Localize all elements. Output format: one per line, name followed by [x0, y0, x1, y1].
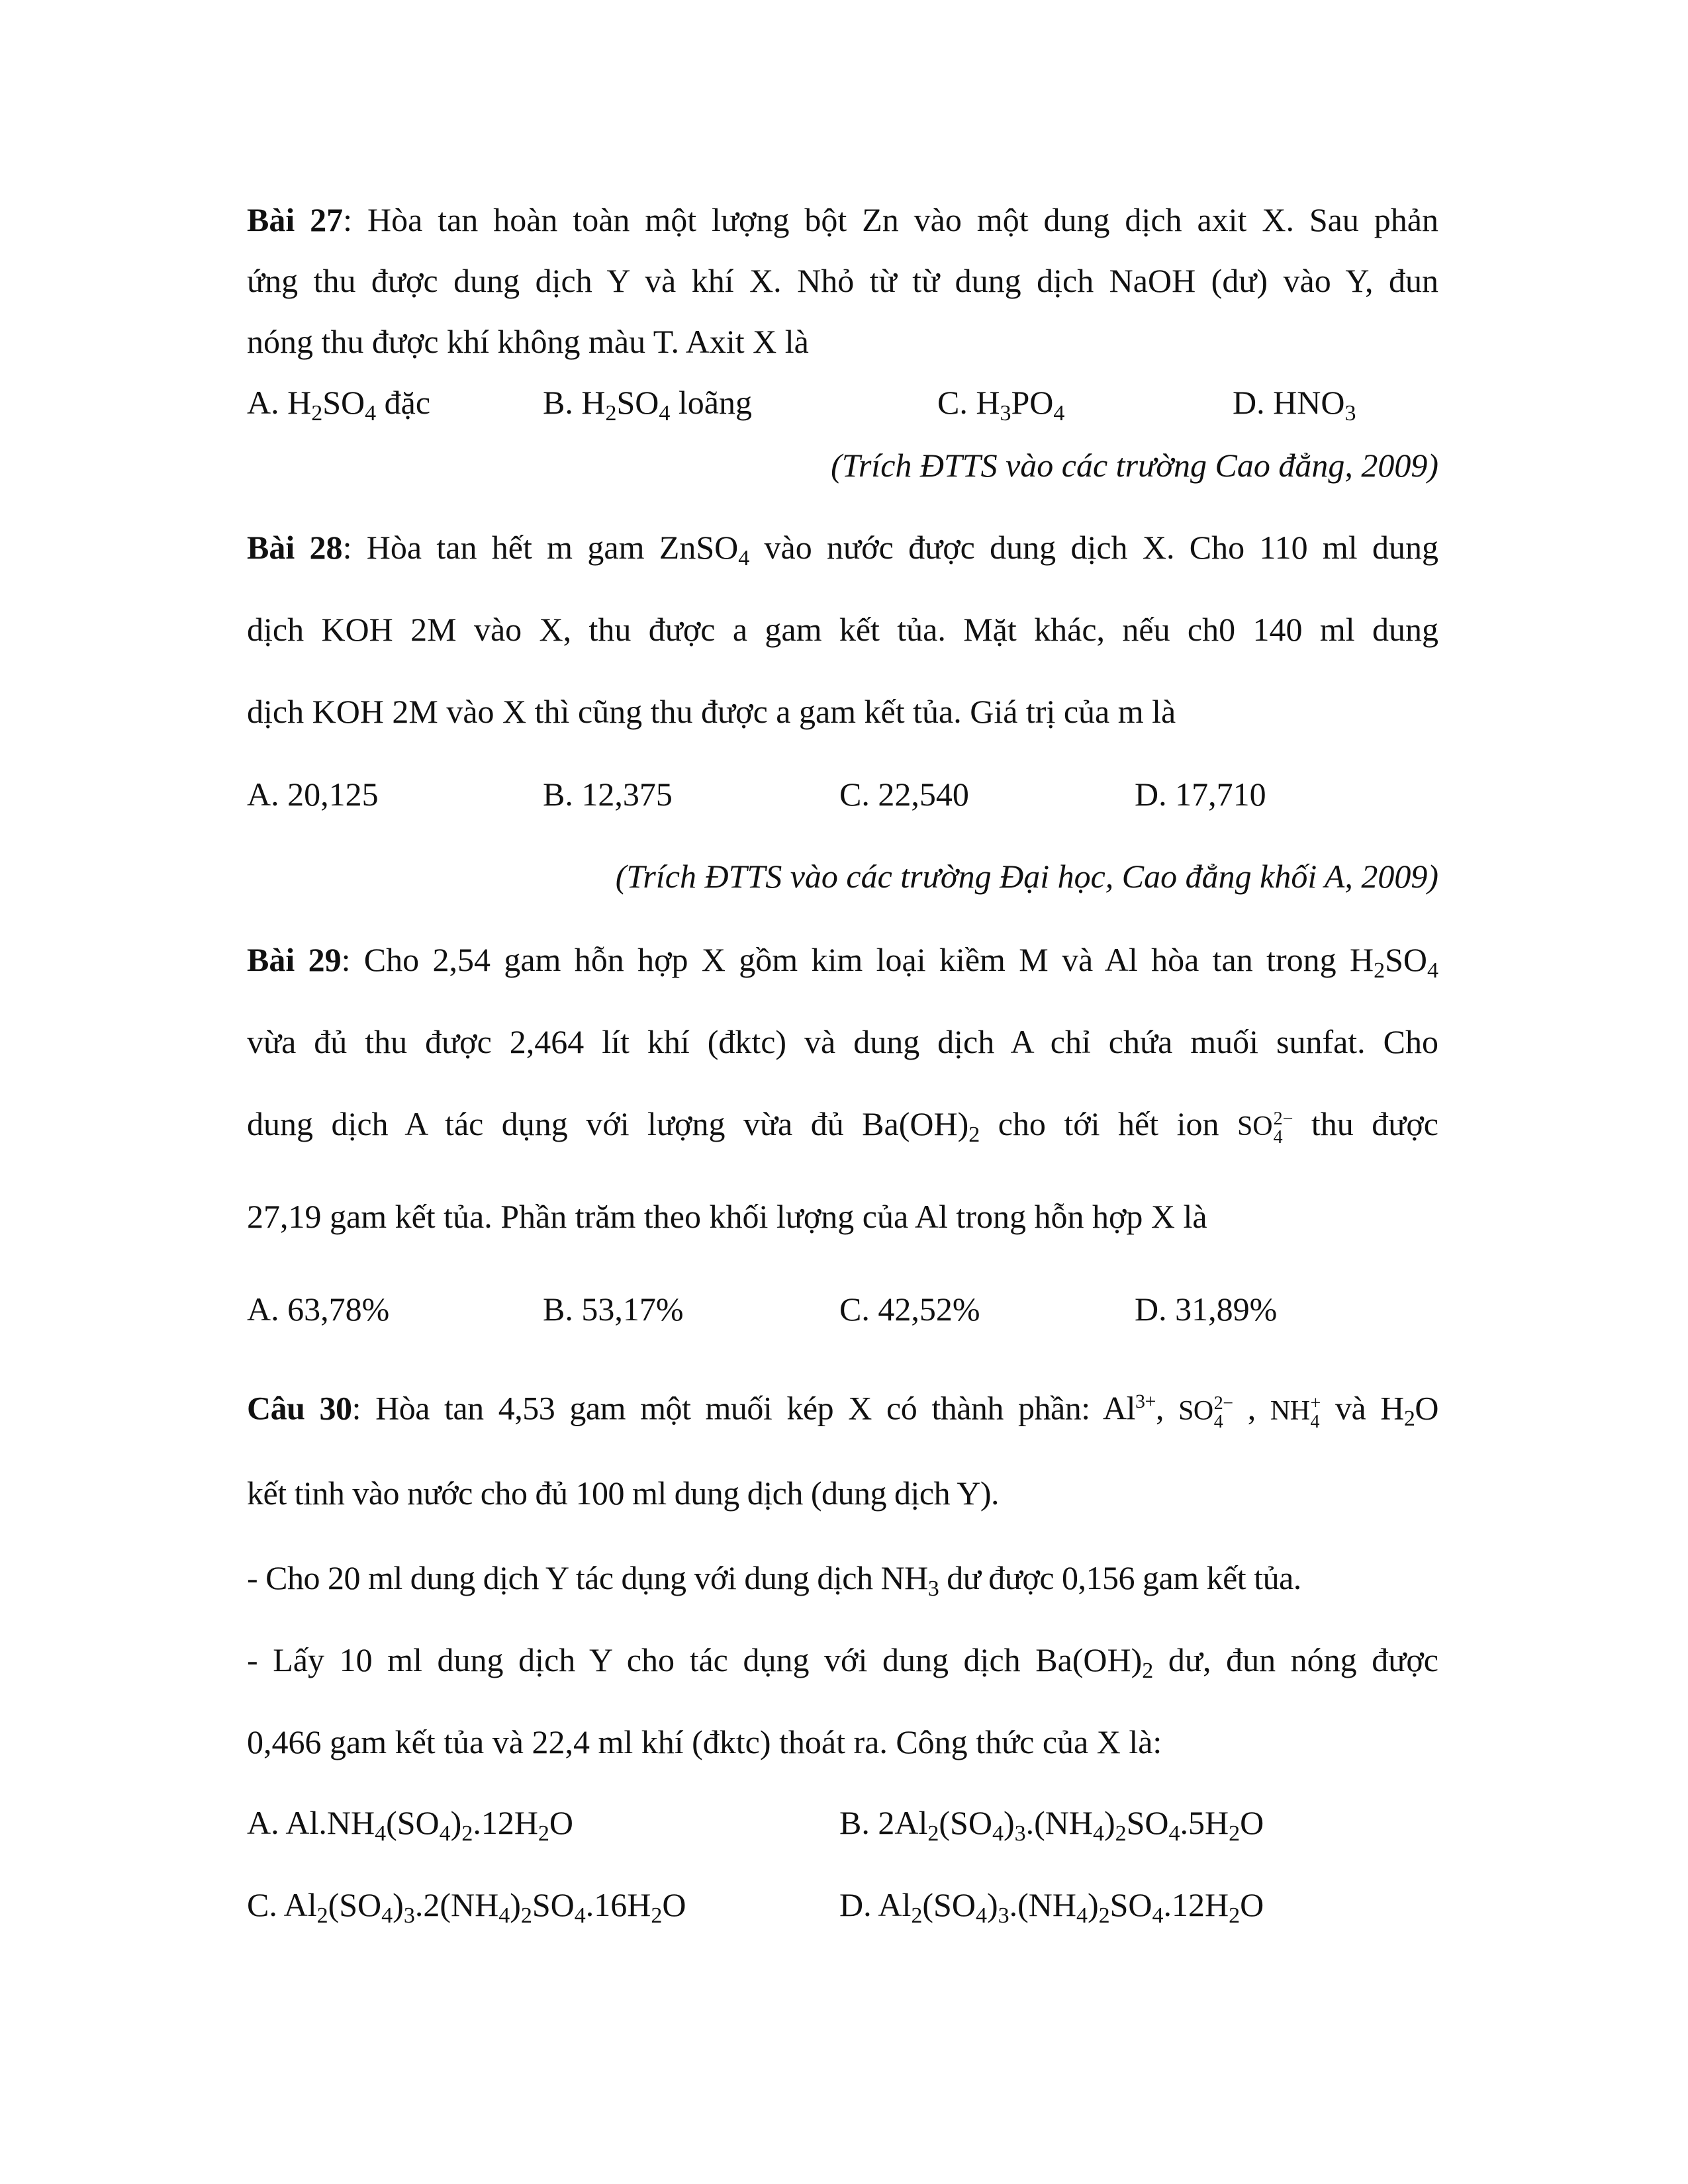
q29-option-b[interactable]: B. 53,17%	[543, 1291, 684, 1328]
q29-option-a[interactable]: A. 63,78%	[247, 1291, 390, 1328]
q28-line-1: Bài 28: Hòa tan hết m gam ZnSO$_4$ vào nước được dung dịch X. Cho 110 ml dung	[247, 529, 1438, 570]
q29-line-4: 27,19 gam kết tủa. Phần trăm theo khối lượng của Al trong hỗn hợp X là	[247, 1198, 1207, 1235]
q27-option-c[interactable]: C. $H_3PO_4$	[937, 384, 1065, 426]
q30-option-b[interactable]: B. $2Al_2(SO_4)_3.(NH_4)_2SO_4.5H_2O$	[839, 1804, 1264, 1846]
q27-label: Bài 27	[247, 201, 344, 238]
q27-line-3: nóng thu được khí không màu T. Axit X là	[247, 323, 809, 360]
q28-line-2: dịch KOH 2M vào X, thu được a gam kết tủa. Mặt khác, nếu ch0 140 ml dung	[247, 611, 1438, 648]
sulfate-ion-formula: SO 2− 4	[1237, 1109, 1293, 1148]
q27-source: (Trích ĐTTS vào các trường Cao đẳng, 2009)	[831, 447, 1438, 484]
q30-line-3: - Cho 20 ml dung dịch Y tác dụng với dung dịch $NH_3$ dư được 0,156 gam kết tủa.	[247, 1559, 1301, 1601]
q29-line-1: Bài 29: Cho 2,54 gam hỗn hợp X gồm kim loại kiềm M và Al hòa tan trong $H_2SO_4$	[247, 941, 1438, 983]
q30-option-c[interactable]: C. $Al_2(SO_4)_3.2(NH_4)_2SO_4.16H_2O$	[247, 1886, 686, 1928]
q30-line-4: - Lấy 10 ml dung dịch Y cho tác dụng với dung dịch $Ba(OH)_2$ dư, đun nóng được	[247, 1641, 1438, 1683]
q29-option-c[interactable]: C. 42,52%	[839, 1291, 980, 1328]
q27-option-a[interactable]: A. $H_2SO_4$ đặc	[247, 384, 431, 426]
q27-line-1: Bài 27: Hòa tan hoàn toàn một lượng bột Zn vào một dung dịch axit X. Sau phản	[247, 201, 1438, 238]
q28-option-d[interactable]: D. 17,710	[1135, 776, 1266, 813]
q30-option-a[interactable]: A. $Al.NH_4(SO_4)_2.12H_2O$	[247, 1804, 574, 1846]
q28-line-3: dịch KOH 2M vào X thì cũng thu được a gam kết tủa. Giá trị của m là	[247, 693, 1176, 730]
q27-option-b[interactable]: B. $H_2SO_4$ loãng	[543, 384, 752, 426]
q27-option-d[interactable]: D. $HNO_3$	[1233, 384, 1356, 426]
q29-option-d[interactable]: D. 31,89%	[1135, 1291, 1278, 1328]
q28-source: (Trích ĐTTS vào các trường Đại học, Cao đẳng khối A, 2009)	[615, 858, 1438, 895]
q28-option-c[interactable]: C. 22,540	[839, 776, 969, 813]
q29-line-2: vừa đủ thu được 2,464 lít khí (đktc) và dung dịch A chỉ chứa muối sunfat. Cho	[247, 1023, 1438, 1060]
q27-line-2: ứng thu được dung dịch Y và khí X. Nhỏ từ từ dung dịch NaOH (dư) vào Y, đun	[247, 262, 1438, 299]
q30-option-d[interactable]: D. $Al_2(SO_4)_3.(NH_4)_2SO_4.12H_2O$	[839, 1886, 1264, 1928]
q29-line-3: dung dịch A tác dụng với lượng vừa đủ $Ba(OH)_2$ cho tới hết ion SO 2− 4 thu được	[247, 1105, 1438, 1148]
q28-label: Bài 28	[247, 529, 343, 566]
q28-option-b[interactable]: B. 12,375	[543, 776, 673, 813]
q29-label: Bài 29	[247, 941, 342, 978]
q30-label: Câu 30	[247, 1389, 352, 1427]
q28-option-a[interactable]: A. 20,125	[247, 776, 379, 813]
q30-line-1: Câu 30: Hòa tan 4,53 gam một muối kép X có thành phần: $Al^{3+}$, SO 2− 4 , NH + 4 và $H_2O$	[247, 1389, 1439, 1433]
ammonium-ion-formula: NH + 4	[1270, 1393, 1321, 1433]
q30-line-2: kết tinh vào nước cho đủ 100 ml dung dịch (dung dịch Y).	[247, 1475, 999, 1512]
sulfate-ion-formula: SO 2− 4	[1178, 1393, 1233, 1433]
q30-line-5: 0,466 gam kết tủa và 22,4 ml khí (đktc) thoát ra. Công thức của X là:	[247, 1723, 1162, 1760]
